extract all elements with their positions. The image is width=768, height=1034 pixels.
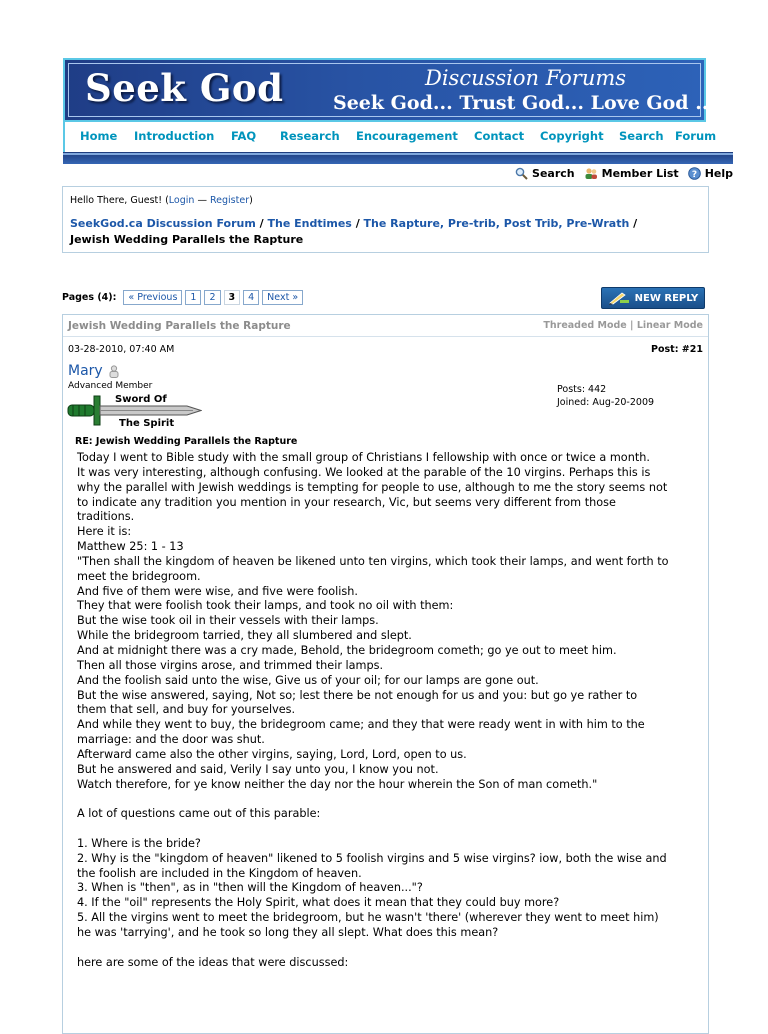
post-body-line: Afterward came also the other virgins, saying, Lord, Lord, open to us. (77, 747, 467, 761)
nav-introduction[interactable]: Introduction (134, 129, 215, 143)
post-body-line: 3. When is "then", as in "then will the Kingdom of heaven..."? (77, 881, 423, 895)
nav-forum[interactable]: Forum (675, 129, 717, 143)
post-body-line: marriage: and the door was shut. (77, 733, 265, 747)
post-body-line (77, 822, 707, 837)
new-reply-button[interactable] (601, 287, 705, 309)
pencil-icon (608, 291, 630, 305)
post-thread-title: Jewish Wedding Parallels the Rapture (68, 320, 291, 332)
sword-badge-icon (67, 391, 202, 429)
post-subject: RE: Jewish Wedding Parallels the Rapture (75, 436, 298, 447)
breadcrumb-rapture[interactable]: The Rapture, Pre-trib, Post Trib, Pre-Wrath (363, 217, 630, 230)
greeting-text: Hello There, Guest! ( (70, 195, 169, 206)
post-body-line: And five of them were wise, and five were foolish. (77, 584, 358, 598)
page-4-button[interactable]: 4 (243, 290, 259, 305)
post-body-line: 2. Why is the "kingdom of heaven" likened to 5 foolish virgins and 5 wise virgins? iow, both the wise and (77, 851, 667, 865)
breadcrumb-current-thread: Jewish Wedding Parallels the Rapture (70, 233, 304, 246)
member-list-link[interactable] (584, 167, 679, 180)
site-banner[interactable] (63, 58, 716, 122)
post-body-line: "Then shall the kingdom of heaven be likened unto ten virgins, which took their lamps, and went forth to (77, 554, 669, 568)
post-body-line: And at midnight there was a cry made, Behold, the bridegroom cometh; go ye out to meet him. (77, 643, 617, 657)
post-body (77, 451, 707, 971)
banner-subtitle: Discussion Forums (425, 66, 627, 90)
post-body-line: here are some of the ideas that were discussed: (77, 955, 349, 969)
nav-faq[interactable]: FAQ (231, 129, 257, 143)
register-link[interactable]: Register (209, 195, 250, 206)
view-modes (543, 320, 703, 331)
post-body-line: Today I went to Bible study with the small group of Christians I fellowship with once or twice a month. (77, 451, 650, 464)
post-number[interactable]: Post: #21 (651, 344, 703, 355)
help-link[interactable] (688, 167, 733, 180)
post-body-line: traditions. (77, 510, 135, 524)
main-nav (63, 122, 735, 152)
pagination (62, 290, 303, 305)
breadcrumb-endtimes[interactable]: The Endtimes (267, 217, 352, 230)
post-body-line: to indicate any tradition you mention in your research, Vic, but seems very different from those (77, 495, 616, 509)
post-header-divider (63, 336, 708, 337)
banner-tagline: Seek God... Trust God... Love God ... (333, 92, 716, 114)
greeting-dash: — (194, 195, 210, 206)
members-icon (584, 167, 598, 180)
welcome-panel (62, 186, 709, 253)
author-stats (557, 383, 654, 409)
post-body-line: meet the bridegroom. (77, 569, 201, 583)
post-body-line: Here it is: (77, 525, 132, 539)
help-icon (688, 167, 701, 180)
guest-greeting (70, 195, 253, 206)
badge-line-1: Sword Of (115, 394, 167, 405)
modes-separator: | (626, 320, 637, 331)
post-date: 03-28-2010, 07:40 AM (68, 344, 175, 355)
post-container (62, 314, 709, 1034)
post-body-line: Then all those virgins arose, and trimmed their lamps. (77, 658, 384, 672)
post-body-line (77, 792, 707, 807)
page-1-button[interactable]: 1 (185, 290, 201, 305)
breadcrumb (70, 217, 637, 230)
badge-line-2: The Spirit (119, 418, 175, 429)
author-rank: Advanced Member (68, 381, 153, 391)
post-body-line: 4. If the "oil" represents the Holy Spirit, what does it mean that they could buy more? (77, 896, 560, 910)
login-link[interactable]: Login (168, 195, 195, 206)
nav-research[interactable]: Research (280, 129, 340, 143)
post-body-line: Watch therefore, for ye know neither the day nor the hour wherein the Son of man cometh." (77, 777, 598, 791)
author-joined-date: Joined: Aug-20-2009 (557, 397, 655, 408)
linear-mode-link[interactable]: Linear Mode (636, 320, 703, 331)
offline-status-icon (108, 365, 120, 378)
svg-text:?: ? (691, 170, 697, 180)
new-reply-label: NEW REPLY (634, 292, 699, 304)
post-body-line: A lot of questions came out of this parable: (77, 807, 321, 821)
post-body-line: But he answered and said, Verily I say unto you, I know you not. (77, 762, 439, 776)
nav-home[interactable]: Home (80, 129, 118, 143)
post-body-line: While the bridegroom tarried, they all slumbered and slept. (77, 629, 412, 643)
post-body-line: the foolish are included in the Kingdom of heaven. (77, 866, 362, 880)
top-search-label: Search (532, 167, 575, 180)
post-body-line: And the foolish said unto the wise, Give us of your oil; for our lamps are gone out. (77, 673, 539, 687)
post-body-line: them that sell, and buy for yourselves. (77, 703, 296, 717)
author-username[interactable]: Mary (68, 363, 103, 379)
site-logo: Seek God (85, 66, 284, 110)
nav-copyright[interactable]: Copyright (540, 129, 604, 143)
post-body-line: And while they went to buy, the bridegroom came; and they that were ready went in with him to the (77, 718, 645, 732)
breadcrumb-separator: / (355, 217, 364, 230)
previous-page-button[interactable]: « Previous (123, 290, 182, 305)
post-body-line: It was very interesting, although confusing. We looked at the parable of the 10 virgins. Perhaps this is (77, 465, 651, 479)
post-body-line: 1. Where is the bride? (77, 836, 201, 850)
post-body-line: But the wise answered, saying, Not so; lest there be not enough for us and you: but go ye rather to (77, 688, 638, 702)
threaded-mode-link[interactable]: Threaded Mode (543, 320, 627, 331)
breadcrumb-separator: / (259, 217, 268, 230)
page-2-button[interactable]: 2 (204, 290, 220, 305)
member-list-label: Member List (601, 167, 679, 180)
greeting-close: ) (249, 195, 253, 206)
nav-contact[interactable]: Contact (474, 129, 525, 143)
post-author (68, 363, 120, 379)
breadcrumb-forum[interactable]: SeekGod.ca Discussion Forum (70, 217, 256, 230)
post-body-line: But the wise took oil in their vessels with their lamps. (77, 614, 379, 628)
pages-label: Pages (4): (62, 292, 117, 303)
help-label: Help (704, 167, 733, 180)
nav-encouragement[interactable]: Encouragement (356, 129, 458, 143)
nav-search[interactable]: Search (619, 129, 664, 143)
nav-divider-highlight (63, 153, 733, 155)
post-body-line: why the parallel with Jewish weddings is tempting for people to use, although to me the story seems not (77, 480, 668, 494)
top-search-link[interactable] (515, 167, 575, 180)
post-body-line (77, 941, 707, 956)
current-page: 3 (224, 290, 241, 305)
post-body-line: Matthew 25: 1 - 13 (77, 540, 184, 554)
top-links (515, 167, 733, 180)
post-body-line: 5. All the virgins went to meet the bridegroom, but he wasn't 'there' (wherever they went to meet him) (77, 911, 659, 925)
magnifier-icon (515, 167, 528, 180)
post-body-line: he was 'tarrying', and he took so long they all slept. What does this mean? (77, 926, 499, 939)
breadcrumb-separator: / (633, 217, 638, 230)
post-body-line: They that were foolish took their lamps, and took no oil with them: (77, 599, 454, 613)
next-page-button[interactable]: Next » (262, 290, 303, 305)
author-post-count: Posts: 442 (557, 384, 607, 395)
